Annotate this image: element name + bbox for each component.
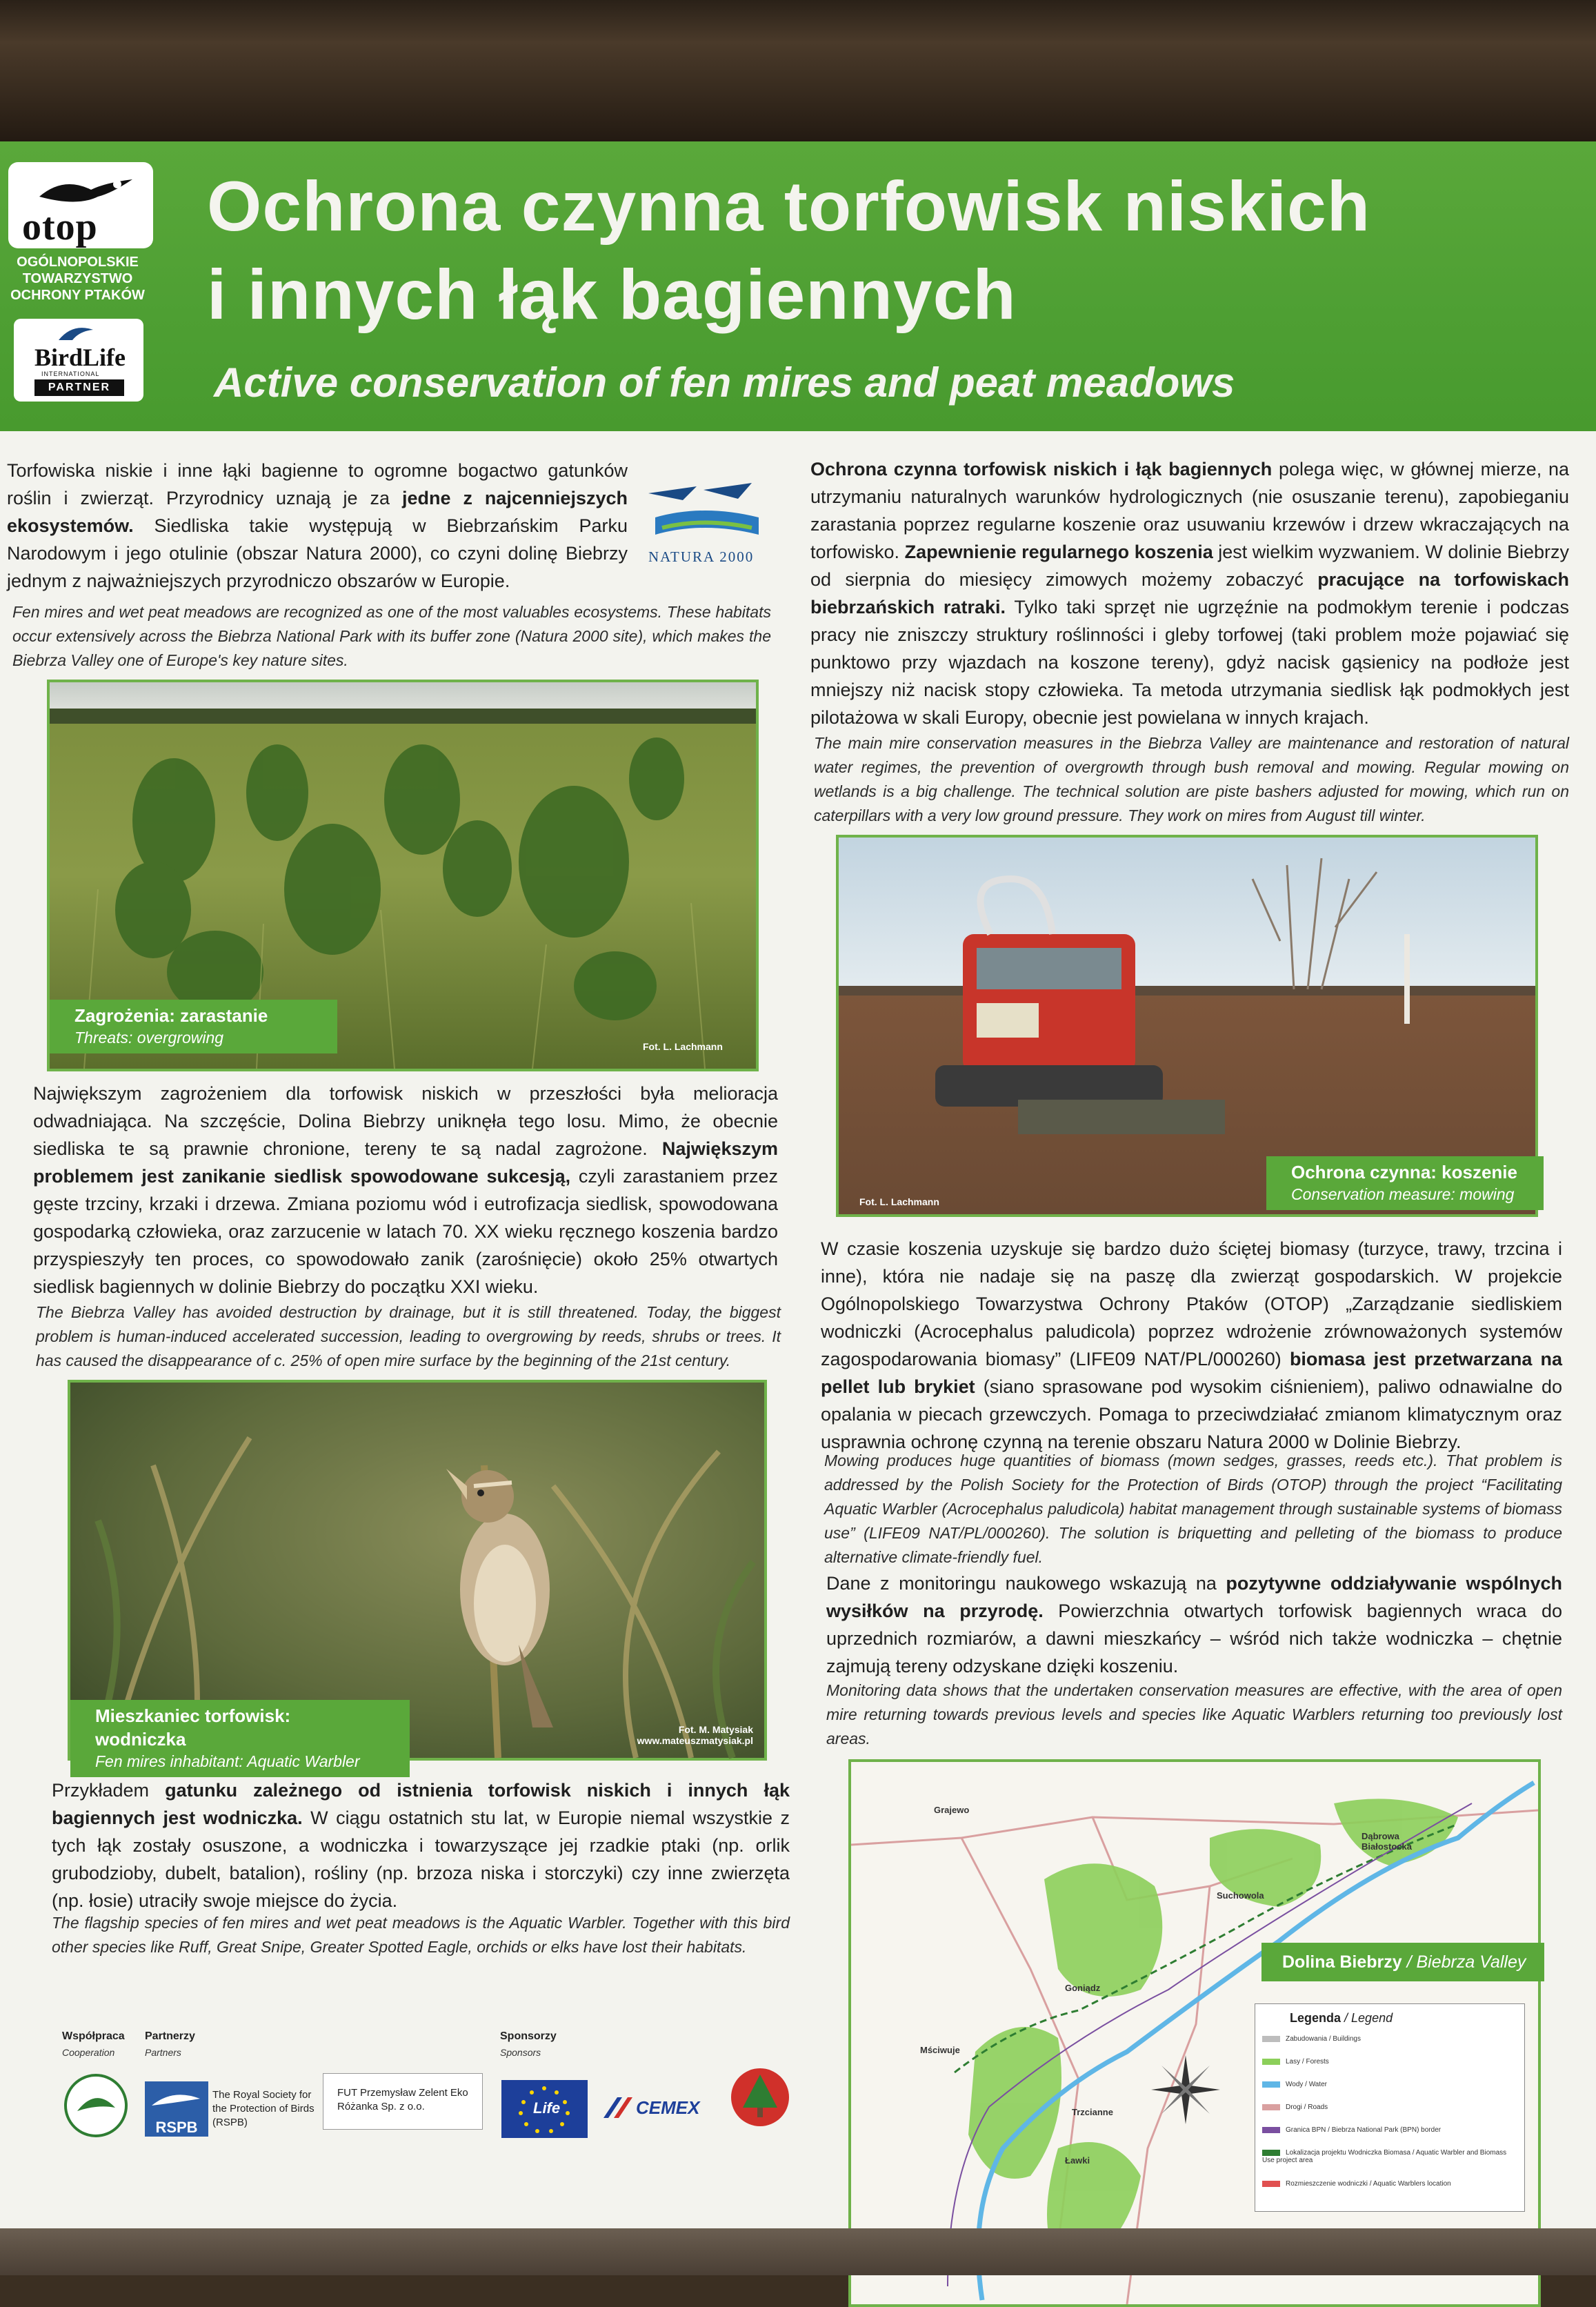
photo-credit-website: www.mateuszmatysiak.pl	[637, 1735, 753, 1746]
fut-logo	[323, 2073, 483, 2130]
otop-wordmark: otop	[22, 206, 98, 248]
photo-credit: Fot. L. Lachmann	[859, 1196, 939, 1207]
map-town: Ławki	[1065, 2155, 1090, 2166]
map-town: Dąbrowa Białostocka	[1361, 1831, 1412, 1852]
biomass-paragraph	[821, 1235, 1562, 1456]
wooden-frame-top	[0, 0, 1596, 141]
avocet-icon	[145, 2081, 208, 2116]
caption-en: Fen mires inhabitant: Aquatic Warbler	[95, 1752, 360, 1770]
biomass-text-c: (siano sprasowane pod wysokim ciśnieniem), paliwo odnawialne do opalania w piecach grzewczych. Pomaga to przeciwdziałać zmianom klimatycznym oraz usprawnia ochronę czynną na terenie obszaru Natura 2000 w Dolinie Biebrzy.	[821, 1376, 1562, 1452]
intro-text-bold: jedne z najcenniejszych ekosystemów.	[7, 488, 628, 536]
page-title	[207, 162, 1579, 339]
title-line-2: i innych łąk bagiennych	[207, 255, 1017, 334]
birdlife-international: INTERNATIONAL	[41, 370, 100, 377]
conservation-text-bold-c: Zapewnienie regularnego koszenia	[904, 542, 1213, 562]
caption-pl: Ochrona czynna: koszenie	[1291, 1162, 1517, 1182]
cemex-logo	[600, 2090, 714, 2125]
birdlife-bird-icon	[55, 323, 97, 344]
legend-title	[1290, 2011, 1393, 2026]
photo-credit: Fot. L. Lachmann	[643, 1041, 723, 1052]
legend-item: Drogi / Roads	[1262, 2103, 1328, 2111]
conservation-text-bold-e: pracujące na torfowiskach biebrzańskich ratraki.	[810, 569, 1570, 617]
conservation-text-d: jest wielkim wyzwaniem. W dolinie Biebrzy od sierpnia do miesięcy zimowych możemy zobaczyć	[810, 542, 1570, 590]
monitoring-english: Monitoring data shows that the undertaken conservation measures are effective, with the area of open mire returning towards previous levels and species like Aquatic Warblers returning too previously lost areas.	[826, 1681, 1562, 1747]
partners-label: Partnerzy	[145, 2030, 195, 2042]
legend-item: Rozmieszczenie wodniczki / Aquatic Warblers location	[1262, 2180, 1451, 2188]
birdlife-logo	[14, 319, 143, 402]
photo-credit	[622, 1724, 753, 1746]
birdlife-partner-badge: PARTNER	[34, 379, 124, 396]
monitoring-text-bold: pozytywne oddziaływanie wspólnych wysiłków na przyrodę.	[826, 1573, 1562, 1621]
cooperation-label-en: Cooperation	[62, 2047, 115, 2058]
threats-text-c: czyli zarastaniem przez gęste trzciny, krzaki i drzewa. Zmiana poziomu wód i eutrofizacja siedlisk, spowodowana gospodarką człowieka, oraz zarzucenie w latach 70. XX wieku ręcznego koszenia bardzo przyspieszyły ten proces, co spowodowało zanik (zarośnięcie) około 25% otwartych siedlisk bagiennych w dolinie Biebrzy do początku XXI wieku.	[33, 1166, 778, 1297]
legend-item: Zabudowania / Buildings	[1262, 2035, 1361, 2043]
sponsors-label: Sponsorzy	[500, 2030, 557, 2042]
photo-warbler-caption	[70, 1700, 410, 1777]
rspb-logo	[145, 2081, 208, 2137]
map-town: Mściwuje	[920, 2045, 960, 2055]
map-title	[1261, 1943, 1544, 1981]
conservation-text-f: Tylko taki sprzęt nie ugrzęźnie na podmokłym terenie i podczas pracy nie zniszczy struktury roślinności i gleby torfowej (taki problem może pojawiać się punktowo przy wjazdach na koszone tereny), gdyż nacisk gąsienicy na podłoże jest mniejszy niż nacisk stopy człowieka. Ta metoda utrzymania siedlisk łąk podmokłych jest pilotażowa w skali Europy, obecnie jest powielana w innych krajach.	[810, 597, 1569, 728]
photo-credit-author: Fot. M. Matysiak	[678, 1724, 753, 1735]
legend-item: Wody / Water	[1262, 2081, 1327, 2088]
conservation-text-b: polega więc, w głównej mierze, na utrzymaniu naturalnych warunków hydrologicznych (nie osuszanie terenu), zapobieganiu zarastania poprzez regularne koszenie oraz usuwaniu krzewów i drzew wkraczających na torfowisko.	[810, 459, 1569, 562]
biebrza-park-logo	[63, 2073, 129, 2139]
map-town: Grajewo	[934, 1805, 970, 1815]
conservation-english: The main mire conservation measures in the Biebrza Valley are maintenance and restoration of natural water regimes, the prevention of overgrowth through bush removal and mowing. Regular mowing on wetlands is a big challenge. The technical solution are piste bashers adjusted for mowing, which run on caterpillars with a very low ground pressure. They work on mires from August till winter.	[814, 734, 1569, 824]
rspb-wordmark: RSPB	[155, 2119, 198, 2136]
rspb-name: The Royal Society for the Protection of Birds (RSPB)	[212, 2089, 315, 2128]
natura-2000-icon	[641, 479, 766, 548]
biomass-text-bold: biomasa jest przetwarzana na pellet lub brykiet	[821, 1349, 1563, 1397]
information-board	[0, 141, 1596, 2228]
map-legend	[1255, 2003, 1525, 2212]
threats-text-a: Największym zagrożeniem dla torfowisk niskich w przeszłości była melioracja odwadniająca. Na szczęście, Dolina Biebrzy uniknęła tego losu. Mimo, że obecnie siedliska te są prawnie chronione, tereny te są nadal zagrożone.	[33, 1083, 778, 1159]
photo-overgrowing-caption	[50, 1000, 337, 1053]
eu-life-logo	[501, 2080, 588, 2138]
bird-icon	[36, 169, 139, 210]
map-title-pl: Dolina Biebrzy	[1282, 1952, 1402, 1972]
warbler-text-c: W ciągu ostatnich stu lat, w Europie niemal wszystkie z tych łąk zostały osuszone, a wodniczka i towarzyszące jej rzadkie ptaki (np. orlik grubodzioby, dubelt, batalion), rośliny (np. brzoza niska i storczyki) czy inne zwierzęta (np. łosie) utraciły swoje miejsce do życia.	[52, 1808, 790, 1911]
cooperation-label: Współpraca	[62, 2030, 125, 2042]
photo-aquatic-warbler	[68, 1380, 767, 1770]
org-name: OGÓLNOPOLSKIE TOWARZYSTWO OCHRONY PTAKÓW	[10, 255, 145, 303]
wooden-frame-bottom	[0, 2228, 1596, 2275]
biomass-english: Mowing produces huge quantities of biomass (mown sedges, grasses, reeds etc.). That problem is addressed by the Polish Society for the Protection of Birds (OTOP) through the project “Facilitating Aquatic Warbler (Acrocephalus paludicola) habitat management through sustainable systems of biomass use” (LIFE09 NAT/PL/000260). The solution is briquetting and pelleting of the biomass to produce alternative climate-friendly fuel.	[824, 1452, 1562, 1566]
natura-2000-label: NATURA 2000	[648, 548, 755, 565]
warbler-paragraph	[52, 1776, 790, 1914]
caption-en: Conservation measure: mowing	[1291, 1185, 1515, 1203]
threats-paragraph	[33, 1080, 778, 1300]
sponsors-label-en: Sponsors	[500, 2047, 541, 2058]
life-wordmark: Life	[533, 2099, 561, 2117]
cemex-mark-icon	[600, 2090, 635, 2125]
intro-text-a: Torfowiska niskie i inne łąki bagienne to ogromne bogactwo gatunków roślin i zwierząt. Przyrodnicy uznają je za	[7, 460, 628, 508]
partners-label-en: Partners	[145, 2047, 181, 2058]
nfosigw-logo	[726, 2066, 795, 2142]
legend-title-pl: Legenda	[1290, 2011, 1341, 2025]
otop-logo	[8, 162, 153, 248]
map-town: Suchowola	[1217, 1890, 1264, 1901]
page-subtitle: Active conservation of fen mires and peat meadows	[214, 359, 1235, 406]
photo-mowing-caption	[1266, 1156, 1544, 1210]
warbler-text-bold: gatunku zależnego od istnienia torfowisk niskich i innych łąk bagiennych jest wodniczka.	[52, 1780, 790, 1828]
legend-title-en: / Legend	[1344, 2011, 1393, 2025]
compass-icon	[1148, 2052, 1224, 2128]
threats-english: The Biebrza Valley has avoided destruction by drainage, but it is still threatened. Today, the biggest problem is human-induced accelerated succession, leading to overgrowing by reeds, shrubs or trees. It has caused the disappearance of c. 25% of open mire surface by the beginning of the 21st century.	[36, 1303, 781, 1369]
intro-english: Fen mires and wet peat meadows are recognized as one of the most valuables ecosystems. These habitats occur extensively across the Biebrza National Park with its buffer zone (Natura 2000 site), which makes the Biebrza Valley one of Europe's key nature sites.	[12, 603, 771, 669]
warbler-english: The flagship species of fen mires and wet peat meadows is the Aquatic Warbler. Together with this bird other species like Ruff, Great Snipe, Greater Spotted Eagle, orchids or elks have lost their habitats.	[52, 1914, 790, 1956]
photo-mowing	[836, 835, 1538, 1217]
fut-name: FUT Przemysław Zelent Eko Różanka Sp. z o.o.	[337, 2087, 468, 2112]
caption-pl: Mieszkaniec torfowisk: wodniczka	[95, 1705, 291, 1750]
conservation-paragraph	[810, 455, 1569, 731]
conservation-text-bold-a: Ochrona czynna torfowisk niskich i łąk bagiennych	[810, 459, 1273, 479]
intro-text-c: Siedliska takie występują w Biebrzańskim Parku Narodowym i jego otulinie (obszar Natura 2000), co czyni dolinę Biebrzy jednym z najważniejszych przyrodniczo obszarów w Europie.	[7, 515, 628, 591]
map-town: Goniądz	[1065, 1983, 1101, 1993]
threats-text-bold: Największym problemem jest zanikanie siedlisk spowodowane sukcesją,	[33, 1138, 778, 1187]
intro-paragraph	[7, 457, 628, 595]
biomass-text-a: W czasie koszenia uzyskuje się bardzo dużo ściętej biomasy (turzyce, trawy, trzcina i inne), która nie nadaje się na paszę dla zwierząt gospodarskich. W projekcie Ogólnopolskiego Towarzystwa Ochrony Ptaków (OTOP) „Zarządzanie siedliskiem wodniczki (Acrocephalus paludicola) poprzez wdrożenie zrównoważonych systemów zagospodarowania biomasy” (LIFE09 NAT/PL/000260)	[821, 1238, 1562, 1369]
monitoring-text-c: Powierzchnia otwartych torfowisk bagiennych wraca do uprzednich rozmiarów, a dawni mieszkańcy – wśród nich także wodniczka – chętnie zajmują tereny odzyskane dzięki koszeniu.	[826, 1601, 1562, 1676]
legend-item: Lokalizacja projektu Wodniczka Biomasa / Aquatic Warbler and Biomass Use project area	[1262, 2149, 1507, 2164]
photo-overgrowing	[47, 680, 759, 1071]
caption-en: Threats: overgrowing	[74, 1029, 224, 1047]
map-town: Trzcianne	[1072, 2107, 1113, 2117]
biebrza-valley-map	[848, 1759, 1541, 2307]
warbler-text-a: Przykładem	[52, 1780, 166, 1801]
title-line-1: Ochrona czynna torfowisk niskich	[207, 167, 1371, 246]
legend-item: Lasy / Forests	[1262, 2058, 1329, 2066]
legend-item: Granica BPN / Biebrza National Park (BPN) border	[1262, 2126, 1441, 2134]
monitoring-text-a: Dane z monitoringu naukowego wskazują na	[826, 1573, 1226, 1594]
birdlife-wordmark: BirdLife	[34, 344, 126, 371]
natura-2000-logo	[641, 479, 766, 573]
map-title-en: / Biebrza Valley	[1406, 1952, 1526, 1972]
caption-pl: Zagrożenia: zarastanie	[74, 1005, 268, 1026]
header-banner	[0, 141, 1596, 431]
cemex-wordmark: CEMEX	[636, 2097, 700, 2118]
monitoring-paragraph	[826, 1570, 1562, 1680]
